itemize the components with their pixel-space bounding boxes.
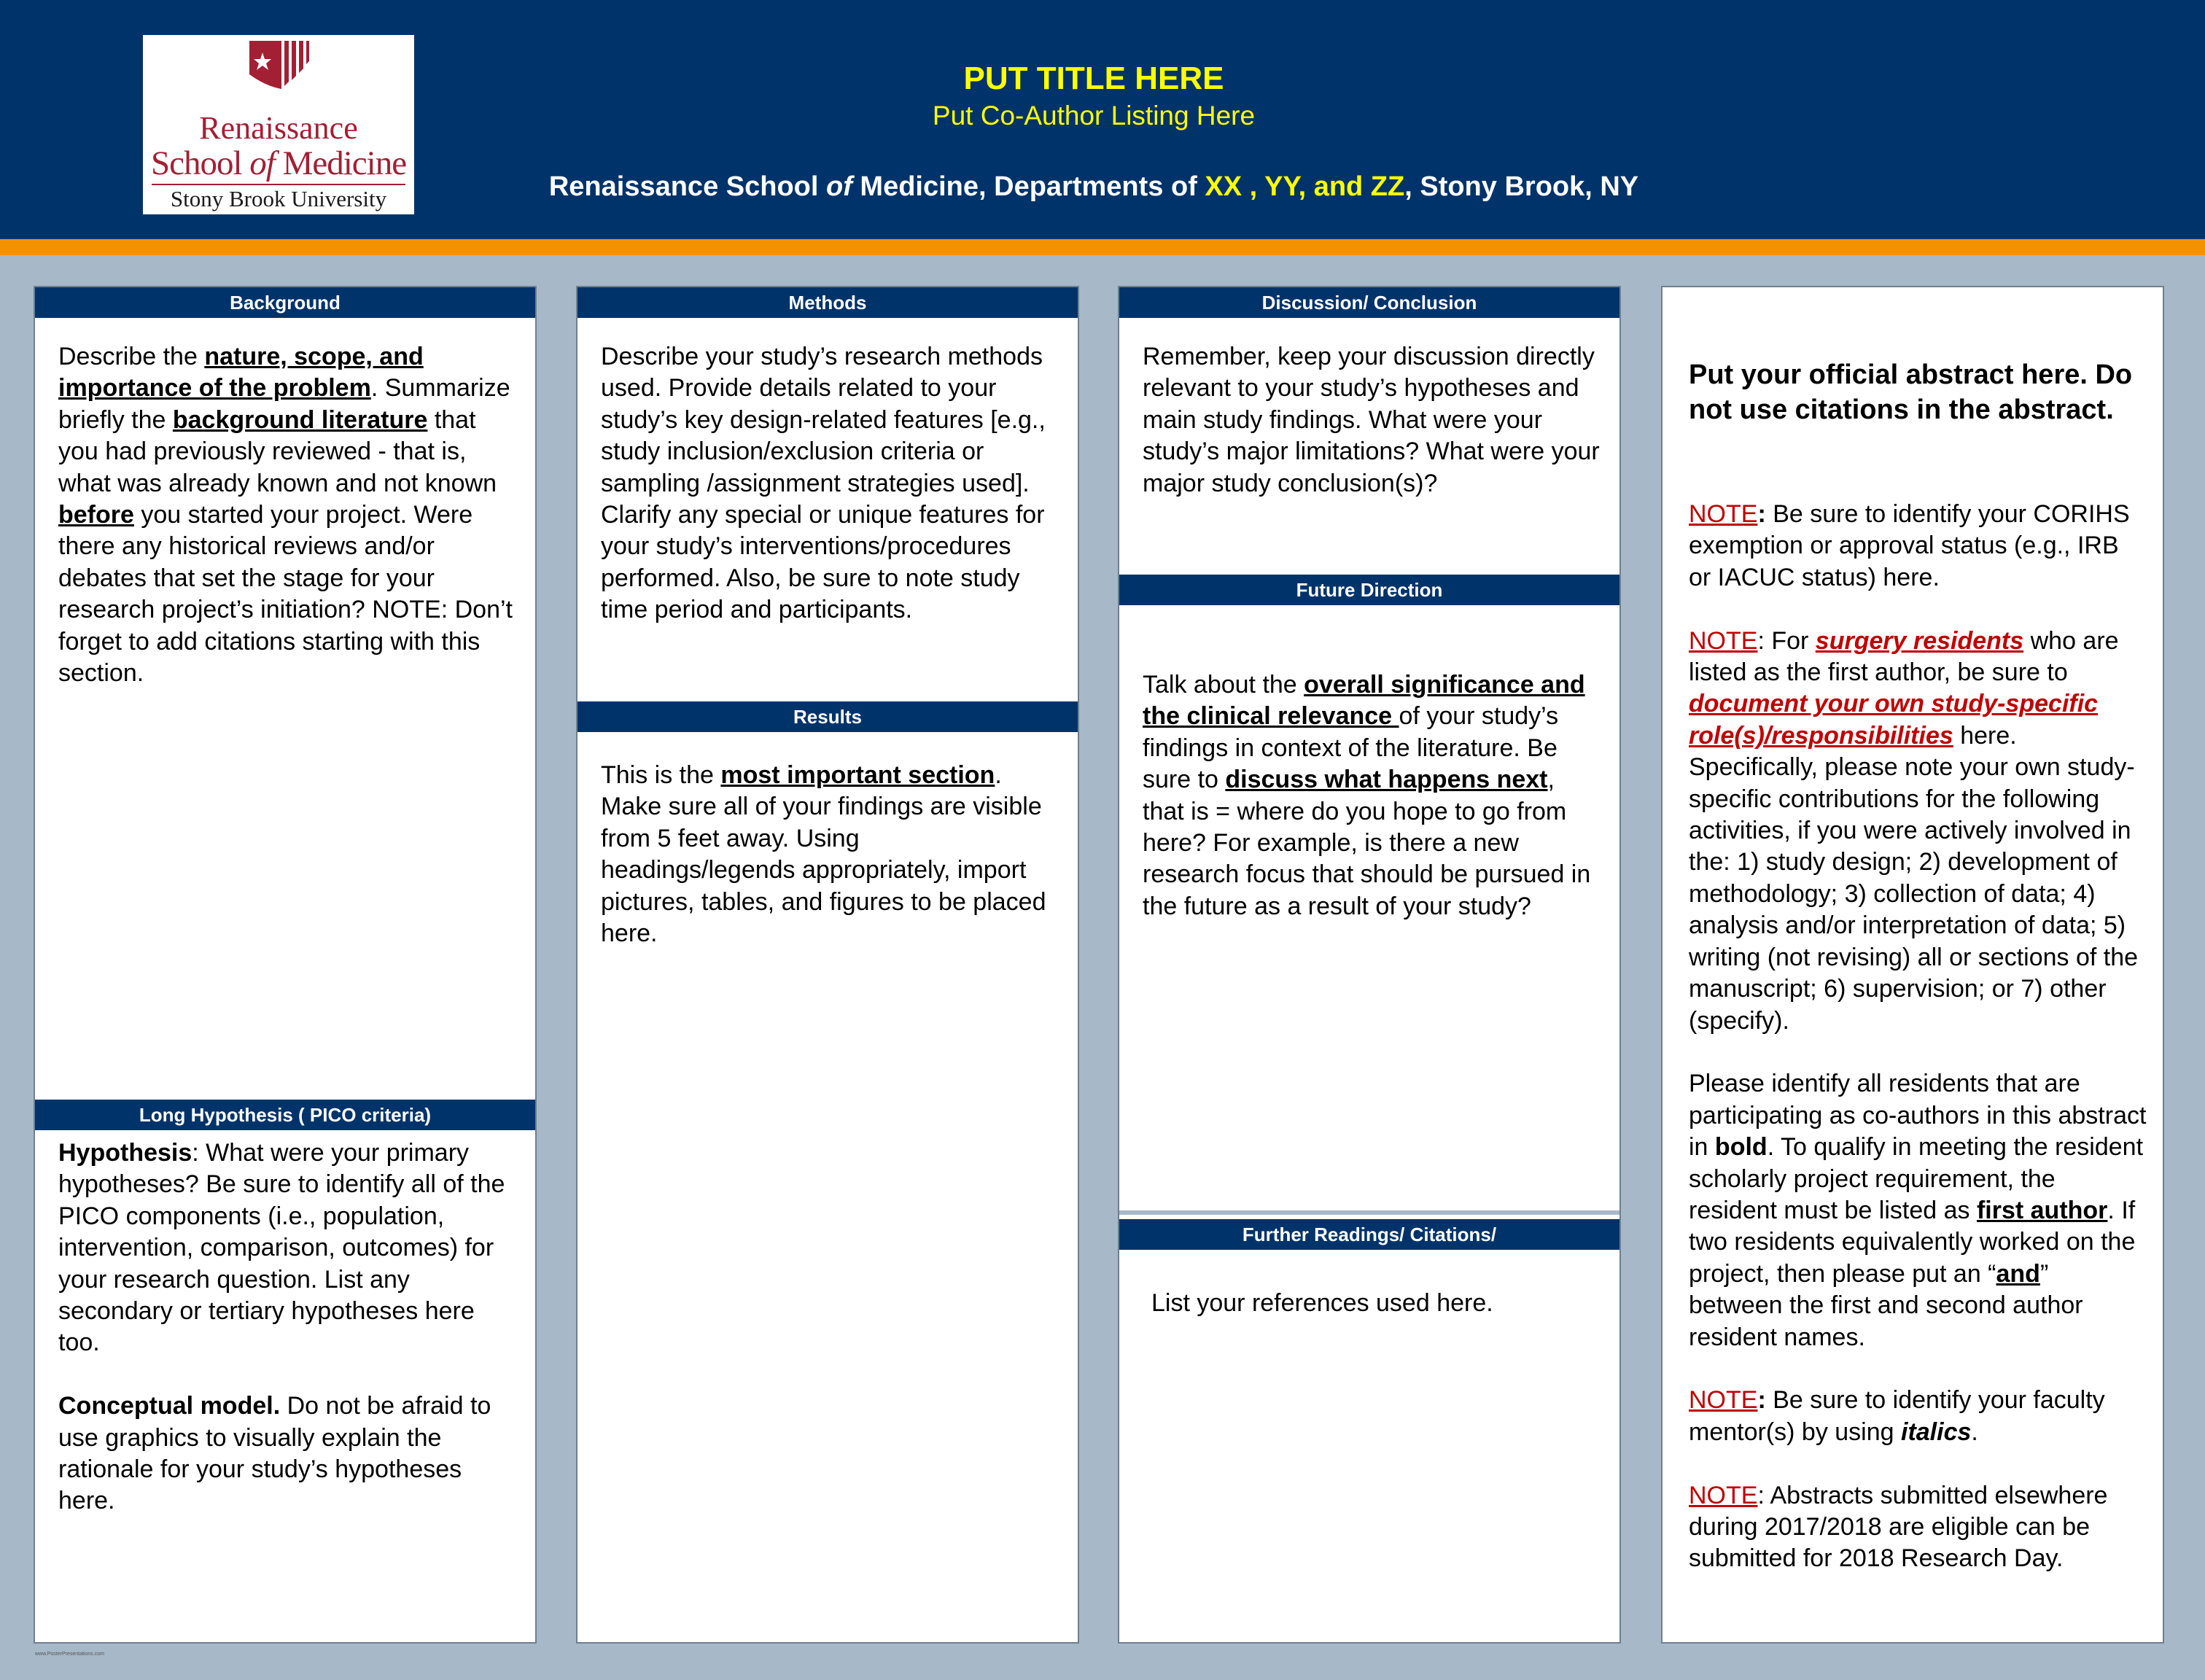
column-discussion	[1118, 286, 1621, 1644]
column-methods	[576, 286, 1079, 1644]
note-label: NOTE	[1689, 500, 1758, 528]
abstract-text: NOTE: Be sure to identify your CORIHS exemption or approval status (e.g., IRB or IACUC status) here. NOTE: For surgery residents who are listed as the first author, be sure to document your own study-specific role(s)/responsibilities here. Specifically, please note your own study-specific contributions for the following activities, if you were actively involved in the: 1) study design; 2) development of methodology; 3) collection of data; 4) analysis and/or interpretation of data; 5) writing (not revising) all or sections of the manuscript; 6) supervision; or 7) other (specify). Please identify all residents that are participating as co-authors in this abstract in bold. To qualify in meeting the resident scholarly project requirement, the resident must be listed as first author. If two residents equivalently worked on the project, then please put an “and” between the first and second author resident names. NOTE: Be sure to identify your faculty mentor(s) by using italics. NOTE: Abstracts submitted elsewhere during 2017/2018 are eligible can be submitted for 2018 Research Day.	[1689, 500, 2147, 1573]
department-names: XX , YY, and ZZ	[1205, 171, 1405, 202]
column-background	[34, 286, 537, 1644]
section-heading-hypothesis: Long Hypothesis ( PICO criteria)	[35, 1100, 535, 1130]
section-heading-background: Background	[35, 287, 535, 318]
note-label: NOTE	[1689, 1386, 1758, 1415]
footer-credit: www.PosterPresentations.com	[35, 1652, 104, 1657]
poster-title: PUT TITLE HERE	[963, 61, 1224, 96]
section-heading-readings: Further Readings/ Citations/	[1119, 1219, 1619, 1250]
hypothesis-text: Hypothesis: What were your primary hypotheses? Be sure to identify all of the PICO components (i.e., population, intervention, comparison, outcomes) for your research question. List any secondary or tertiary hypotheses here too. Conceptual model. Do not be afraid to use graphics to visually explain the rationale for your study’s hypotheses here.	[58, 1139, 505, 1515]
section-heading-discussion: Discussion/ Conclusion	[1119, 287, 1619, 318]
section-heading-future: Future Direction	[1119, 575, 1619, 605]
shield-star-icon	[246, 38, 311, 108]
column-abstract	[1661, 286, 2164, 1644]
note-label: NOTE	[1689, 626, 1758, 655]
background-text: Describe the nature, scope, and importance of the problem. Summarize briefly the background literature that you had previously reviewed - that is, what was already known and not known before you started your project. Were there any historical reviews and/or debates that set the stage for your research project’s initiation? NOTE: Don’t forget to add citations starting with this section.	[58, 343, 513, 688]
abstract-title: Put your official abstract here. Do not use citations in the abstract.	[1689, 359, 2133, 425]
coauthor-listing: Put Co-Author Listing Here	[932, 101, 1256, 131]
methods-text: Describe your study’s research methods used. Provide details related to your study’s key design-related features [e.g., study inclusion/exclusion criteria or sampling /assignment strategies used]. Clarify any special or unique features for your study’s interventions/procedures performed. Also, be sure to note study time period and participants.	[601, 343, 1046, 624]
readings-text: List your references used here.	[1151, 1289, 1493, 1317]
section-heading-methods: Methods	[578, 287, 1078, 318]
affiliation: Renaissance School of Medicine, Departments of XX , YY, and ZZ, Stony Brook, NY	[548, 171, 1639, 202]
results-text: This is the most important section. Make sure all of your findings are visible from 5 feet away. Using headings/legends appropriately, import pictures, tables, and figures to be placed here.	[601, 761, 1046, 948]
note-label: NOTE	[1689, 1481, 1758, 1509]
logo-line-university: Stony Brook University	[170, 186, 387, 211]
logo-line-renaissance: Renaissance	[199, 110, 358, 146]
section-heading-results: Results	[578, 701, 1078, 732]
future-text: Talk about the overall significance and the clinical relevance of your study’s findings in context of the literature. Be sure to discuss what happens next, that is = where do you hope to go from here? For example, is there a new research focus that should be pursued in the future as a result of your study?	[1143, 671, 1591, 920]
accent-stripe	[0, 239, 2205, 255]
logo-line-school: School of Medicine	[150, 144, 407, 182]
discussion-text: Remember, keep your discussion directly relevant to your study’s hypotheses and main study findings. What were your study’s major limitations? What were your major study conclusion(s)?	[1143, 343, 1600, 497]
section-divider	[1119, 1210, 1619, 1215]
